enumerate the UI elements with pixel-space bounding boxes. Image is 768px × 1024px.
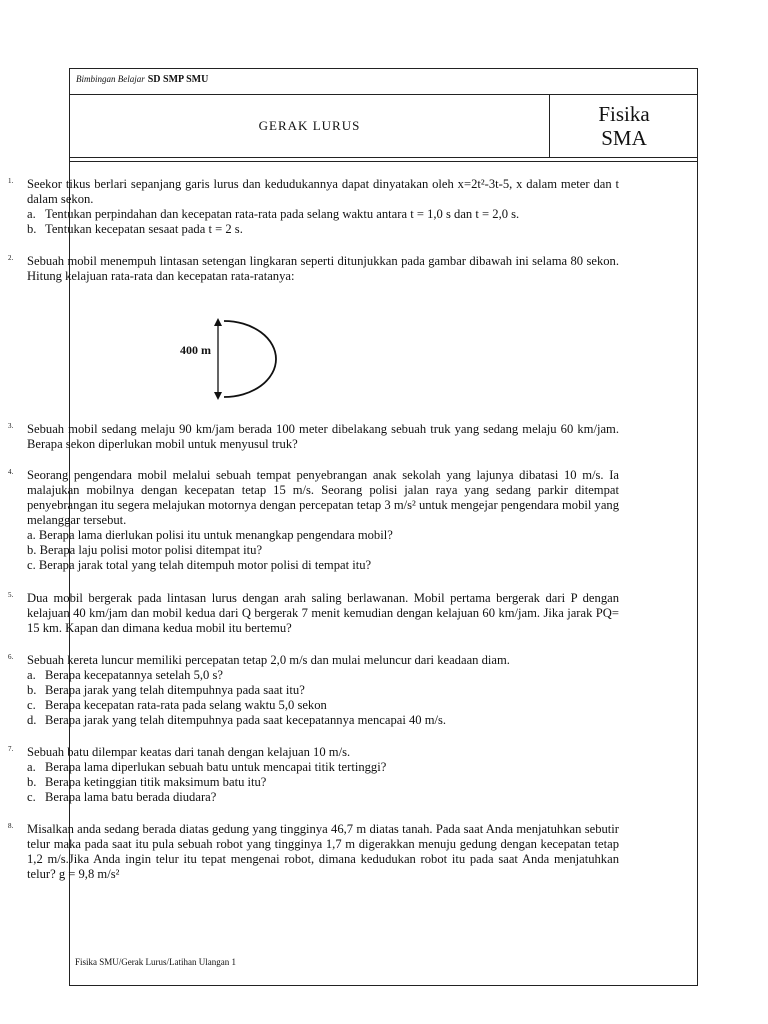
question-8 [8, 822, 619, 882]
question-text: Misalkan anda sedang berada diatas gedung yang tingginya 46,7 m diatas tanah. Pada saat Anda menjatuhkan sebutir telur maka pada saat itu pula sebuah robot yang tingginya 1,7 m digerakkan menuju gedung dengan kecepatan tetap 1,2 m/s.Jika Anda ingin telur itu tepat mengenai robot, dimana kedudukan robot itu pada saat Anda menjatuhkan telur? g = 9,8 m/s² [27, 822, 619, 881]
question-3 [8, 422, 619, 452]
subject-box [550, 95, 698, 157]
arrowhead-up [214, 318, 222, 326]
question-5 [8, 591, 619, 636]
question-item: b. Tentukan kecepatan sesaat pada t = 2 s. [27, 222, 243, 236]
question-item: a. Tentukan perpindahan dan kecepatan rata-rata pada selang waktu antara t = 1,0 s dan t = 2,0 s. [27, 207, 520, 221]
header-title-row [70, 95, 697, 158]
question-number: 4. [8, 468, 14, 476]
question-text: Dua mobil bergerak pada lintasan lurus dengan arah saling berlawanan. Mobil pertama bergerak dari P dengan kelajuan 40 km/jam dan mobil kedua dari Q bergerak 7 menit kemudian dengan kelajuan 60 km/jam. Jika jarak PQ= 15 km. Kapan dan dimana kedua mobil itu bertemu? [27, 591, 619, 635]
subject-level: SMA [601, 126, 647, 150]
semicircle-path [224, 321, 276, 397]
question-number: 3. [8, 422, 14, 430]
question-7 [8, 745, 619, 805]
subject-name: Fisika [598, 102, 650, 126]
question-text: Seorang pengendara mobil melalui sebuah tempat penyebrangan anak sekolah yang lajunya dibatasi 10 m/s. Ia malajukan mobilnya dengan kecepatan tetap 15 m/s. Seorang polisi jalan raya yang sedang parkir ditempat penyebrangan itu segera melajukan motornya dengan percepatan tetap 3 m/s² untuk mengejar pengendara mobil yang melanggar tersebut. [27, 468, 619, 527]
question-number: 1. [8, 177, 14, 185]
question-item: b. Berapa ketinggian titik maksimum batu itu? [27, 775, 267, 789]
question-item: a. Berapa lama diperlukan sebuah batu untuk mencapai titik tertinggi? [27, 760, 387, 774]
question-item: b. Berapa laju polisi motor polisi ditempat itu? [27, 543, 263, 557]
topic-title: GERAK LURUS [70, 95, 550, 157]
question-item: c. Berapa jarak total yang telah ditempuh motor polisi di tempat itu? [27, 558, 372, 572]
question-number: 8. [8, 822, 14, 830]
question-4 [8, 468, 619, 573]
footer-path: Fisika SMU/Gerak Lurus/Latihan Ulangan 1 [75, 957, 236, 967]
header-publisher-row [70, 69, 697, 95]
header-divider [70, 161, 697, 162]
question-item: a. Berapa kecepatannya setelah 5,0 s? [27, 668, 223, 682]
question-text: Sebuah kereta luncur memiliki percepatan tetap 2,0 m/s dan mulai meluncur dari keadaan diam. [27, 653, 510, 667]
question-number: 2. [8, 254, 14, 262]
question-text: Sebuah mobil menempuh lintasan setengan lingkaran seperti ditunjukkan pada gambar dibawah ini selama 80 sekon. Hitung kelajuan rata-rata dan kecepatan rata-ratanya: [27, 254, 619, 283]
arrowhead-down [214, 392, 222, 400]
question-text: Seekor tikus berlari sepanjang garis lurus dan kedudukannya dapat dinyatakan oleh x=2t²-3t-5, x dalam meter dan t dalam sekon. [27, 177, 619, 206]
question-number: 7. [8, 745, 14, 753]
question-2 [8, 254, 619, 284]
question-1 [8, 177, 619, 237]
question-item: a. Berapa lama dierlukan polisi itu untuk menangkap pengendara mobil? [27, 528, 393, 542]
publisher-levels: SD SMP SMU [147, 74, 209, 85]
question-text: Sebuah mobil sedang melaju 90 km/jam berada 100 meter dibelakang sebuah truk yang sedang melaju 60 km/jam. Berapa sekon diperlukan mobil untuk menyusul truk? [27, 422, 619, 451]
question-item: c. Berapa kecepatan rata-rata pada selang waktu 5,0 sekon [27, 698, 327, 712]
figure-diameter-label: 400 m [180, 343, 211, 357]
question-item: c. Berapa lama batu berada diudara? [27, 790, 217, 804]
question-item: b. Berapa jarak yang telah ditempuhnya pada saat itu? [27, 683, 305, 697]
semicircle-figure [180, 315, 300, 405]
question-6 [8, 653, 619, 728]
publisher-name: Bimbingan Belajar SD SMP SMU [76, 74, 209, 85]
question-item: d. Berapa jarak yang telah ditempuhnya pada saat kecepatannya mencapai 40 m/s. [27, 713, 447, 727]
semicircle-diagram [180, 315, 300, 405]
question-text: Sebuah batu dilempar keatas dari tanah dengan kelajuan 10 m/s. [27, 745, 351, 759]
question-number: 6. [8, 653, 14, 661]
question-number: 5. [8, 591, 14, 599]
